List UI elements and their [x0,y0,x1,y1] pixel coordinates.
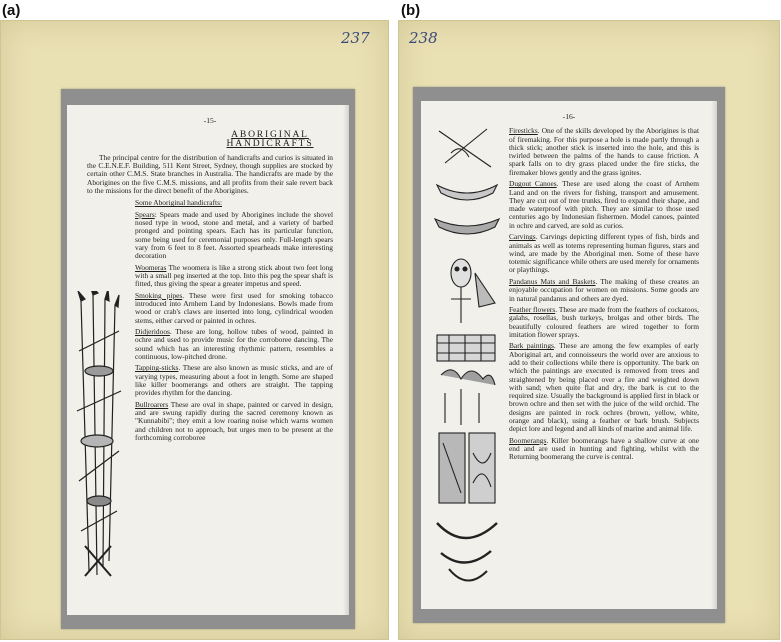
entry-dugout-canoes [509,180,699,230]
entry-term: Smoking pipes [135,290,183,300]
page-title-line2: HANDICRAFTS [226,137,314,149]
entry-text: . These are made from the feathers of cockatoos, galahs, rosellas, bush turkeys, brolgas and other birds. The beautifully coloured feathers are wired together to form imitation flower sprays. [509,304,699,339]
entry-bullroarers [135,401,333,442]
entry-text: . These were first used for smoking tobacco introduced into Arnhem Land by Indonesians. Bowls made from wood or crab's claws are inserted into long, cylindrical wooden stems, either carved or painted in ochres. [135,290,333,325]
entry-term: Didjeridoos [135,327,170,337]
entry-woomeras [135,264,333,289]
entry-term: Dugout Canoes [509,179,557,189]
entry-smoking-pipes [135,292,333,325]
document-page-left [67,105,349,615]
entry-text: . One of the skills developed by the Aborigines is that of firemaking. For this purpose a hole is made partly through a thick stick; another stick is inserted into the hole, and this is twirled between the palms of the hands to cause friction. A spark falls on to dry grass placed under the fire sticks, the firemaker blows gently and the grass ignites. [509,126,699,177]
entry-bark-paintings [509,342,699,433]
entry-term: Boomerangs [509,435,547,445]
panel-label-b: (b) [401,2,421,19]
photocopy-right [413,87,725,623]
page-number: -16- [562,112,576,121]
entry-text: . Killer boomerangs have a shallow curve at one end and are used in hunting and fighting, whilst with the Returning boomerang the curve is central. [509,435,699,462]
handwritten-number: 238 [409,29,438,47]
entry-term: Woomeras [135,262,167,272]
entry-pandanus [509,278,699,303]
entry-text: . These are among the few examples of early Aboriginal art, and connoisseurs the world over are anxious to add to their collections while there is opportunity. The bark on which the paintings are executed is removed from trees and straightened by being placed over a fire and weighted down with sand; when quite flat and dry, the bark is cut to the required size. Usually the background is applied first in black or brown ochre and then set with the juice of the wild orchid. The designs are painted in rock ochres (brown, yellow, white, orange and black), using a feather or bark brush. Subjects depict lore and legend and all kinds of marine and animal life. [509,341,699,434]
entry-term: Bark paintings [509,341,554,351]
entry-text: The woomera is like a strong stick about two feet long with a small peg inserted at the top. Into this peg the spear shaft is fitted, thus giving the spear a greater impetus and speed. [135,262,333,289]
entry-carvings [509,233,699,274]
panel-label-a: (a) [2,2,21,19]
entry-boomerangs [509,437,699,462]
folder-left [0,20,389,640]
photocopy-left [61,89,355,629]
entry-text: . Carvings depicting different types of fish, birds and animals as well as totems representing human figures, stars and wind, are made by the Aboriginal men. Some of these have totemic significance while others are used merely for ornaments or playthings. [509,232,699,275]
entry-term: Pandanus Mats and Baskets [509,276,596,286]
entry-text: : Spears made and used by Aborigines include the shovel nosed type in wood, stone and metal, and a variety of barbed pronged and pointing spears. Each has its particular function, some being used for ceremonial purposes only. Full-length spears vary from 6 feet to 8 feet. Assorted spearheads make interesting decoration [135,209,333,261]
entry-term: Bullroarers [135,399,169,409]
entry-term: Feather flowers [509,304,556,314]
handwritten-number: 237 [341,29,370,47]
entry-term: Firesticks [509,126,538,136]
folder-right [398,20,780,640]
entry-feather-flowers [509,306,699,339]
entry-term: Spears [135,209,155,219]
entry-term: Carvings [509,232,536,242]
entry-text: . These are used along the coast of Arnhem Land and on the rivers for fishing, transport and amusement. They are cut out of tree trunks, fired to expand their shape, and made waterproof with pitch. They are similar to those used centuries ago by Indonesian fishermen. Model canoes, painted in ochre and carved, are sold as curios. [509,179,699,230]
entry-text: . The making of these creates an enjoyable occupation for women on missions. Some goods are in natural pandanus and others are dyed. [509,276,699,303]
entry-didjeridoos [135,328,333,361]
subheading: Some Aboriginal handicrafts: [135,198,223,208]
entry-firesticks [509,127,699,177]
intro-paragraph: The principal centre for the distribution of handicrafts and curios is situated in the C.E.N.E.F. Building, 511 Kent Street, Sydney, though supplies are stocked by certain other C.M.S. State branches in Australia. The handicrafts are made by the Aborigines on the five C.M.S. missions, and all profits from their sale revert back to the missions for the direct benefit of the Aborigines. [87,152,333,196]
crafts-illustration [431,123,503,593]
document-page-right [421,101,717,609]
entry-text: . These are long, hollow tubes of wood, painted in ochre and used to provide music for the corroboree dancing. The sound which has an interesting rhythmic pattern, resembles a continuous, low-pitched drone. [135,327,333,361]
entry-tapping-sticks [135,364,333,397]
entry-term: Tapping-sticks [135,363,179,373]
spears-illustration [75,291,123,581]
entry-text: . These are also known as music sticks, and are of varying types, measuring about a foot in length. Some are shaped like killer boomerangs and others are straight. The tapping provides rhythm for the dancing. [135,363,333,398]
entry-text: These are oval in shape, painted or carved in design, and are swung rapidly during the sacred ceremony known as "Kunnabibi"; they emit a low roaring noise which warns women and children not to approach, but urges men to be present at the forthcoming corroboree [135,399,333,443]
page-number: -15- [203,116,217,125]
page-title-line1: ABORIGINAL [231,129,309,141]
entry-spears [135,211,333,261]
